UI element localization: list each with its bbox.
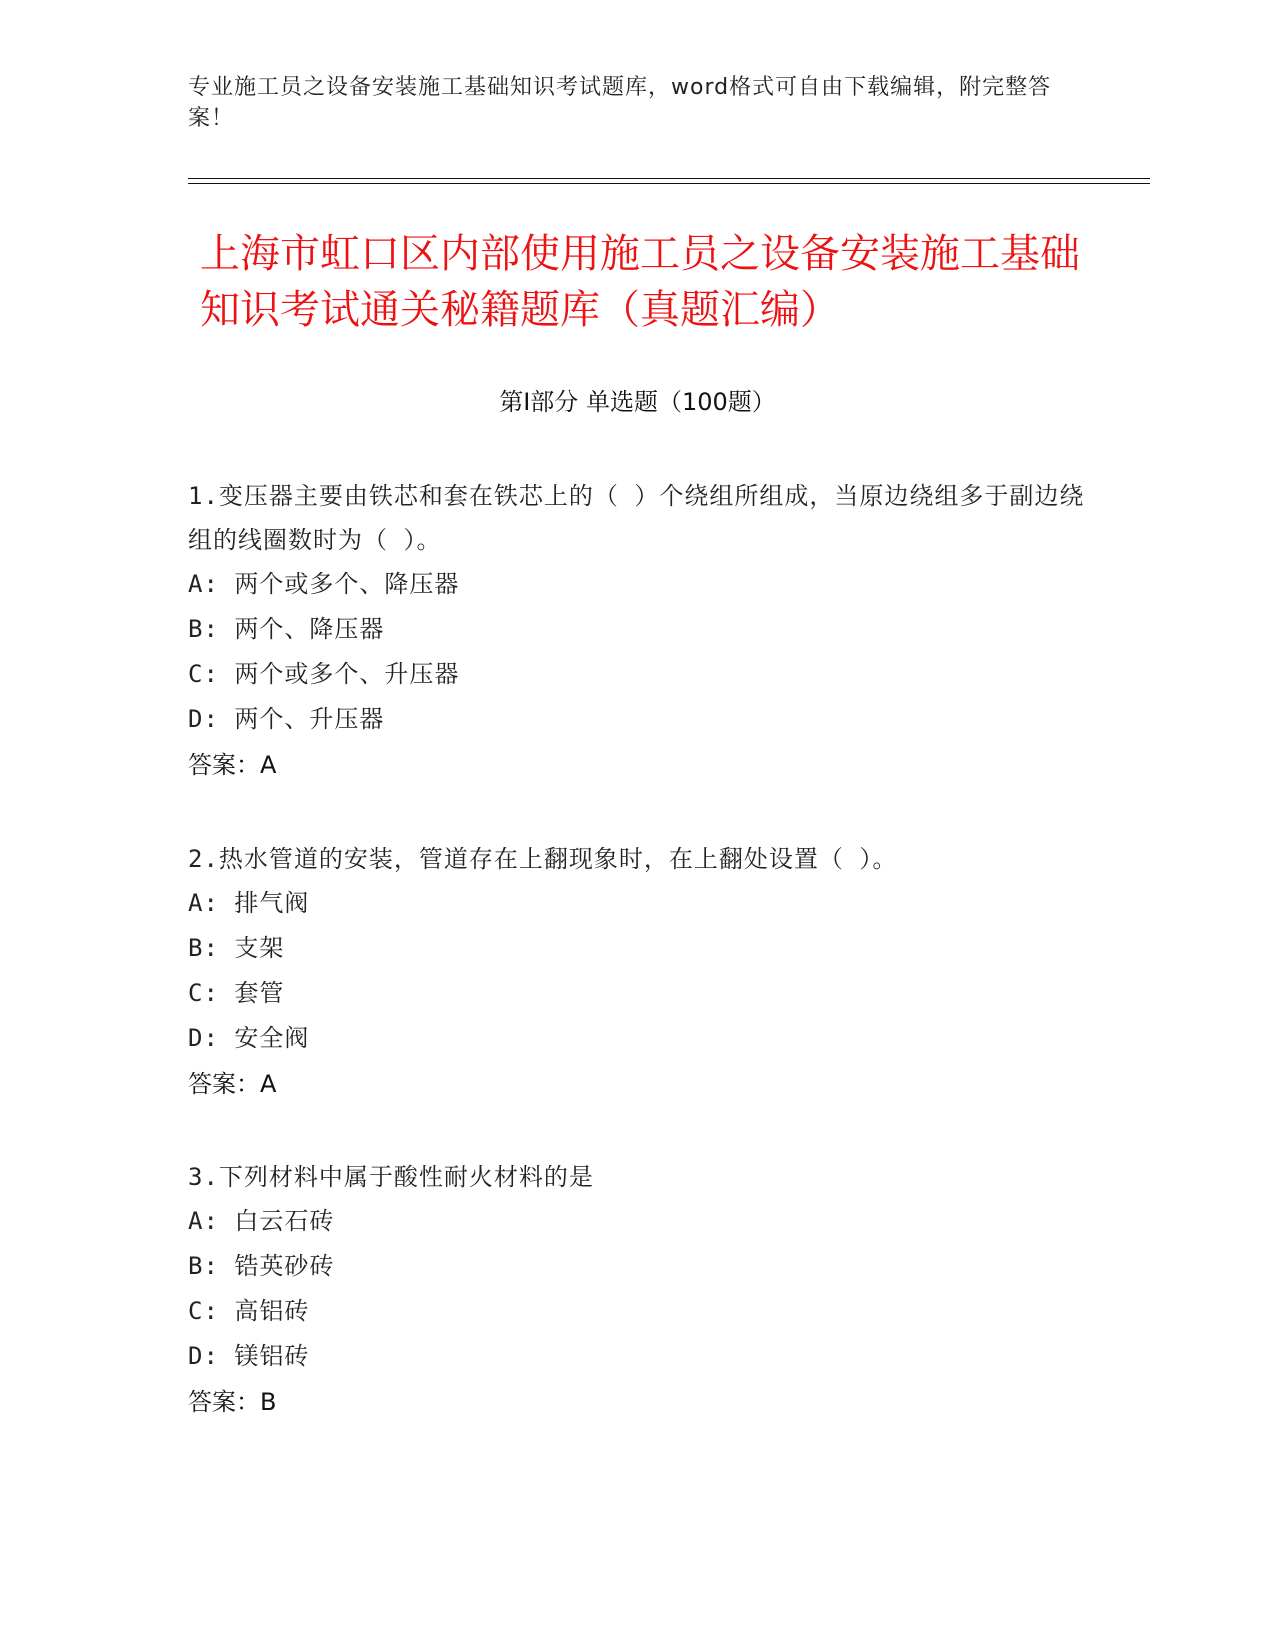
- option-c: C: 两个或多个、升压器: [188, 660, 460, 688]
- answer: 答案：A: [188, 751, 277, 779]
- section-heading: 第Ⅰ部分 单选题（100题）: [499, 388, 776, 416]
- option-d: D: 镁铝砖: [188, 1342, 310, 1370]
- option-a: A: 白云石砖: [188, 1207, 335, 1235]
- answer: 答案：A: [188, 1070, 277, 1098]
- option-a: A: 两个或多个、降压器: [188, 570, 460, 598]
- option-a: A: 排气阀: [188, 889, 310, 917]
- option-c: C: 高铝砖: [188, 1297, 310, 1325]
- option-b: B: 锆英砂砖: [188, 1252, 335, 1280]
- option-d: D: 两个、升压器: [188, 705, 385, 733]
- question-stem: 3.下列材料中属于酸性耐火材料的是: [188, 1163, 594, 1191]
- option-b: B: 支架: [188, 934, 285, 962]
- option-c: C: 套管: [188, 979, 285, 1007]
- option-b: B: 两个、降压器: [188, 615, 385, 643]
- header-rule-top: [188, 178, 1150, 179]
- option-d: D: 安全阀: [188, 1024, 310, 1052]
- header-note: 专业施工员之设备安装施工基础知识考试题库，word格式可自由下载编辑，附完整答案！: [188, 75, 1052, 131]
- question-2: [188, 837, 1088, 1107]
- answer: 答案：B: [188, 1388, 277, 1416]
- question-stem: 2.热水管道的安装，管道存在上翻现象时，在上翻处设置（ ）。: [188, 845, 898, 873]
- header-rule-bottom: [188, 183, 1150, 184]
- document-title: 上海市虹口区内部使用施工员之设备安装施工基础知识考试通关秘籍题库（真题汇编）: [200, 231, 1080, 333]
- question-stem: 1.变压器主要由铁芯和套在铁芯上的（ ）个绕组所组成，当原边绕组多于副边绕组的线圈数时为（ ）。: [188, 482, 1085, 554]
- question-3: [188, 1155, 1088, 1425]
- question-1: [188, 474, 1088, 788]
